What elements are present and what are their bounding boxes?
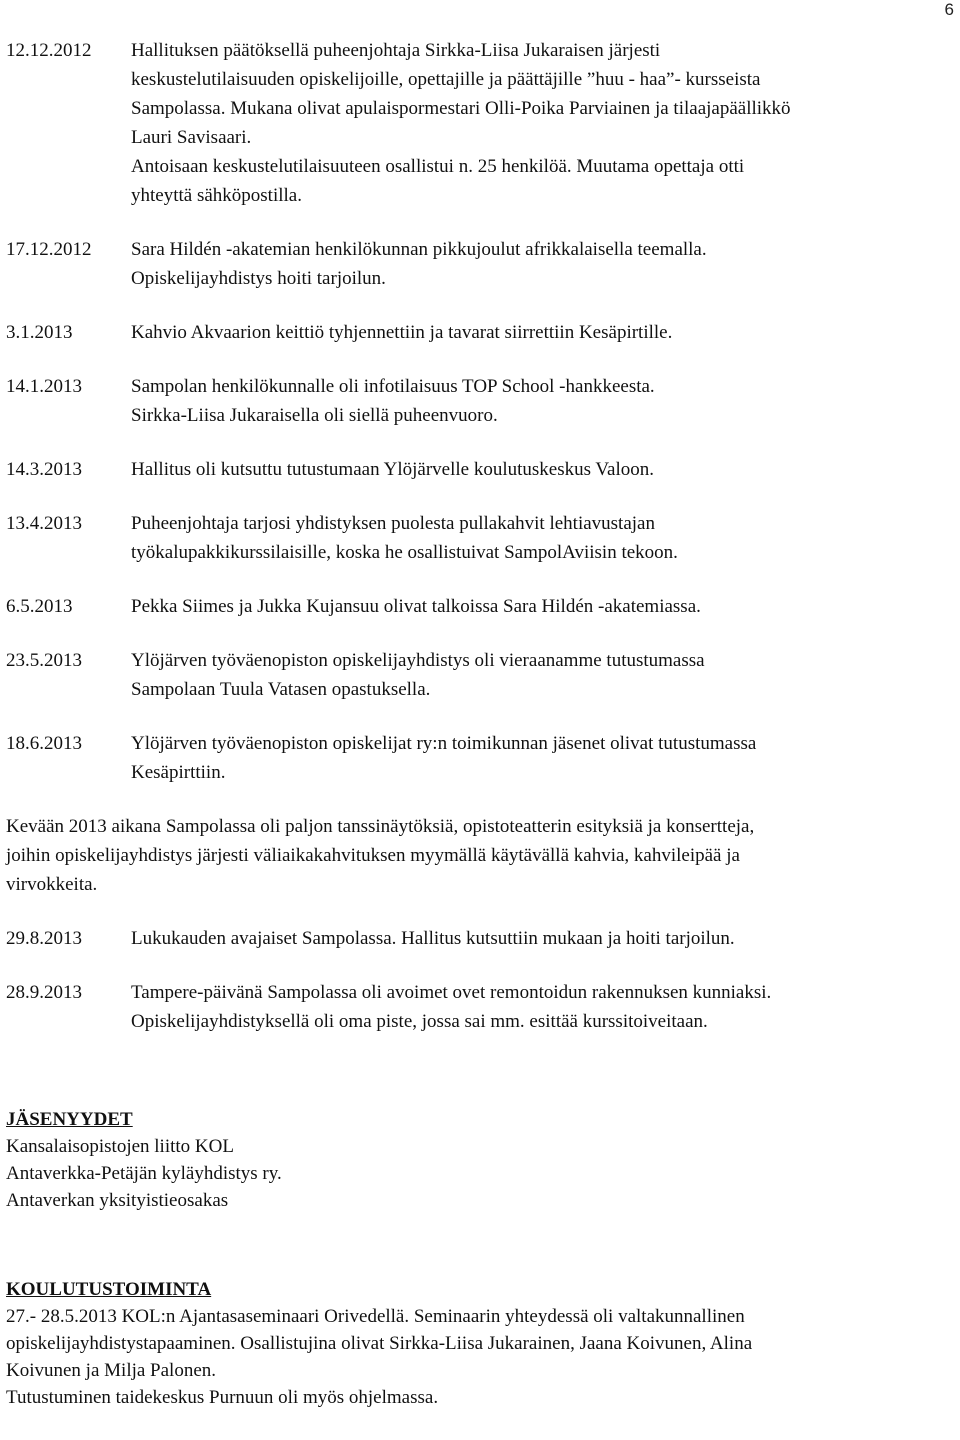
- paragraph-line: virvokkeita.: [6, 874, 98, 895]
- event-description: [131, 978, 946, 1036]
- event-description: [131, 592, 946, 621]
- event-entry: [6, 455, 946, 484]
- membership-item: Antaverkka-Petäjän kyläyhdistys ry.: [6, 1163, 282, 1184]
- event-entry: [6, 36, 946, 210]
- event-entry: [6, 978, 946, 1036]
- event-entry: [6, 372, 946, 430]
- event-description-line: Opiskelijayhdistyksellä oli oma piste, jossa sai mm. esittää kurssitoiveitaan.: [131, 1011, 708, 1032]
- event-description-line: Lukukauden avajaiset Sampolassa. Hallitus kutsuttiin mukaan ja hoiti tarjoilun.: [131, 928, 735, 949]
- event-entry: [6, 729, 946, 787]
- event-description-line: Puheenjohtaja tarjosi yhdistyksen puolesta pullakahvit lehtiavustajan: [131, 513, 655, 534]
- event-entry: [6, 235, 946, 293]
- event-date: 23.5.2013: [6, 650, 82, 671]
- event-date: 6.5.2013: [6, 596, 73, 617]
- event-description: [131, 318, 946, 347]
- event-date: 14.3.2013: [6, 459, 82, 480]
- training-line: 27.- 28.5.2013 KOL:n Ajantasaseminaari Orivedellä. Seminaarin yhteydessä oli valtakunnallinen: [6, 1306, 745, 1327]
- event-description-line: Sirkka-Liisa Jukaraisella oli siellä puheenvuoro.: [131, 405, 498, 426]
- event-date: 12.12.2012: [6, 40, 92, 61]
- paragraph-line: joihin opiskelijayhdistys järjesti väliaikakahvituksen myymällä käytävällä kahvia, kahvileipää ja: [6, 845, 740, 866]
- training-section: [6, 1276, 946, 1411]
- event-date: 14.1.2013: [6, 376, 82, 397]
- page-number: 6: [944, 0, 954, 19]
- event-date: 17.12.2012: [6, 239, 92, 260]
- event-description-line: Tampere-päivänä Sampolassa oli avoimet ovet remontoidun rakennuksen kunniaksi.: [131, 982, 772, 1003]
- event-entry: [6, 318, 946, 347]
- event-entry: [6, 592, 946, 621]
- event-description-line: Hallitus oli kutsuttu tutustumaan Ylöjärvelle koulutuskeskus Valoon.: [131, 459, 654, 480]
- event-description: [131, 646, 946, 704]
- spring-summary-paragraph: [6, 812, 946, 899]
- membership-item: Kansalaisopistojen liitto KOL: [6, 1136, 234, 1157]
- event-date: 3.1.2013: [6, 322, 73, 343]
- event-description-line: Sampolaan Tuula Vatasen opastuksella.: [131, 679, 431, 700]
- event-description-line: Opiskelijayhdistys hoiti tarjoilun.: [131, 268, 386, 289]
- document-body: [6, 36, 946, 1411]
- event-entry: [6, 646, 946, 704]
- event-description-line: Kesäpirttiin.: [131, 762, 226, 783]
- event-description-line: Sampolan henkilökunnalle oli infotilaisuus TOP School -hankkeesta.: [131, 376, 655, 397]
- event-description: [131, 36, 946, 210]
- event-list-b: [6, 924, 946, 1036]
- event-description: [131, 924, 946, 953]
- memberships-section: [6, 1106, 946, 1214]
- event-date: 28.9.2013: [6, 982, 82, 1003]
- event-date: 18.6.2013: [6, 733, 82, 754]
- event-description-line: Sampolassa. Mukana olivat apulaispormestari Olli-Poika Parviainen ja tilaajapäällikkö: [131, 98, 791, 119]
- event-description-line: Sara Hildén -akatemian henkilökunnan pikkujoulut afrikkalaisella teemalla.: [131, 239, 707, 260]
- event-entry: [6, 509, 946, 567]
- training-line: opiskelijayhdistystapaaminen. Osallistujina olivat Sirkka-Liisa Jukarainen, Jaana Koivunen, Alina: [6, 1333, 753, 1354]
- event-description-line: Pekka Siimes ja Jukka Kujansuu olivat talkoissa Sara Hildén -akatemiassa.: [131, 596, 701, 617]
- event-entry: [6, 924, 946, 953]
- event-description-line: Antoisaan keskustelutilaisuuteen osallistui n. 25 henkilöä. Muutama opettaja otti: [131, 156, 745, 177]
- paragraph-line: Kevään 2013 aikana Sampolassa oli paljon tanssinäytöksiä, opistoteatterin esityksiä ja konsertteja,: [6, 816, 755, 837]
- training-line: Tutustuminen taidekeskus Purnuun oli myös ohjelmassa.: [6, 1387, 439, 1408]
- event-description-line: työkalupakkikurssilaisille, koska he osallistuivat SampolAviisin tekoon.: [131, 542, 678, 563]
- membership-item: Antaverkan yksityistieosakas: [6, 1190, 229, 1211]
- event-date: 13.4.2013: [6, 513, 82, 534]
- event-description: [131, 455, 946, 484]
- training-heading: KOULUTUSTOIMINTA: [6, 1279, 212, 1300]
- event-date: 29.8.2013: [6, 928, 82, 949]
- event-description-line: Hallituksen päätöksellä puheenjohtaja Sirkka-Liisa Jukaraisen järjesti: [131, 40, 661, 61]
- event-description: [131, 509, 946, 567]
- event-description: [131, 372, 946, 430]
- memberships-heading: JÄSENYYDET: [6, 1109, 133, 1130]
- event-list-a: [6, 36, 946, 787]
- event-description-line: Lauri Savisaari.: [131, 127, 252, 148]
- event-description-line: yhteyttä sähköpostilla.: [131, 185, 302, 206]
- event-description: [131, 729, 946, 787]
- event-description-line: Kahvio Akvaarion keittiö tyhjennettiin ja tavarat siirrettiin Kesäpirtille.: [131, 322, 673, 343]
- event-description-line: Ylöjärven työväenopiston opiskelijayhdistys oli vieraanamme tutustumassa: [131, 650, 705, 671]
- training-line: Koivunen ja Milja Palonen.: [6, 1360, 217, 1381]
- event-description-line: Ylöjärven työväenopiston opiskelijat ry:n toimikunnan jäsenet olivat tutustumassa: [131, 733, 757, 754]
- event-description: [131, 235, 946, 293]
- event-description-line: keskustelutilaisuuden opiskelijoille, opettajille ja päättäjille ”huu - haa”- kursseista: [131, 69, 761, 90]
